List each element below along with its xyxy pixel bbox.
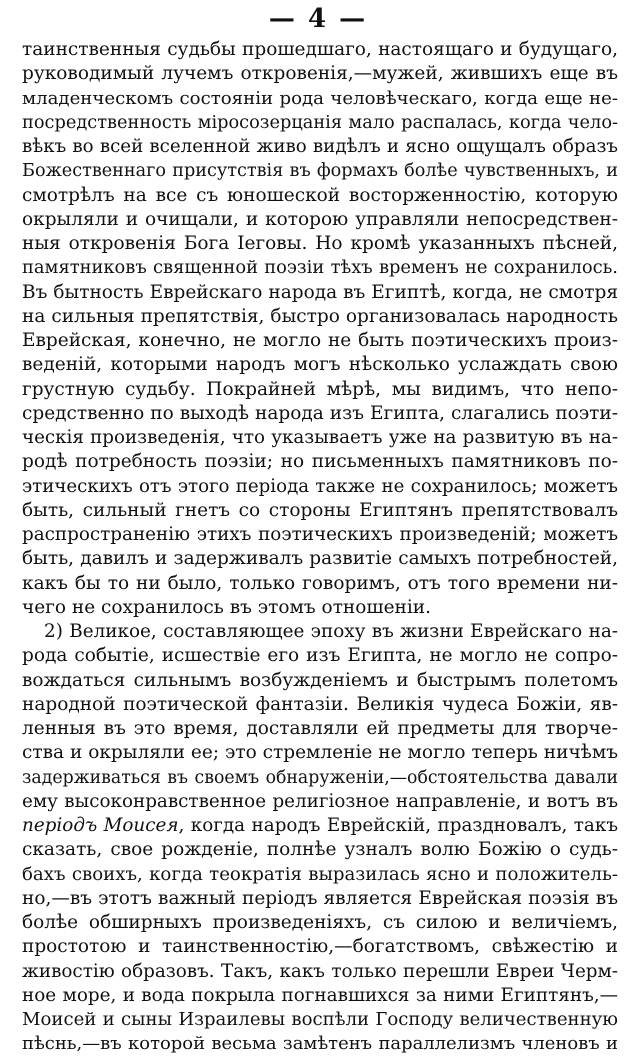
page-number: — 4 — — [268, 4, 368, 34]
text-line: быть, сильный гнетъ со стороны Египтянъ препятствовалъ — [22, 499, 618, 521]
text-line: живостію образовъ. Такъ, какъ только перешли Евреи Черм- — [22, 960, 618, 982]
text-line: ческія произведенія, что указываетъ уже на развитую въ на- — [22, 427, 618, 448]
text-line: вождаться сильнымъ возбужденіемъ и быстрымъ полетомъ — [22, 669, 618, 691]
text-line: этическихъ отъ этого періода также не сохранилось; можетъ — [22, 475, 618, 497]
text-line: руководимый лучемъ откровенія,—мужей, жившихъ еще въ — [22, 63, 618, 85]
text-line: народной поэтической фантазіи. Великія чудеса Божіи, яв- — [22, 693, 618, 715]
text-line: таинственныя судьбы прошедшаго, настоящаго и будущаго, — [22, 39, 618, 60]
text-line: какъ бы то ни было, только говоримъ, отъ того времени ни- — [22, 572, 618, 594]
text-line: родѣ потребность поэзіи; но письменныхъ памятниковъ по- — [22, 451, 618, 473]
text-run: , когда народъ Еврейскій, праздновалъ, такъ — [178, 815, 619, 836]
text-line: сказать, свое рожденіе, полнѣе узналъ волю Божію о судь- — [22, 839, 618, 861]
text-line: рода событіе, исшествіе его изъ Египта, не могло не сопро- — [22, 645, 618, 667]
text-line: задерживаться въ своемъ обнаруженіи,—обстоятельства давали — [22, 767, 618, 788]
text-line: распространенію этихъ поэтическихъ произведеній; можетъ — [22, 524, 618, 545]
text-line: средственно по выходѣ народа изъ Египта, слагались поэти- — [22, 402, 618, 424]
text-line: окрыляли и очищали, и которою управляли непосредствен- — [22, 208, 618, 230]
italic-phrase: періодъ Моисея — [22, 815, 179, 836]
text-line: на сильныя препятствія, быстро организовалась народность — [22, 305, 618, 327]
text-line: Моисей и сыны Израилевы воспѣли Господу величественную — [22, 1009, 618, 1030]
text-line: памятниковъ священной поэзіи тѣхъ временъ не сохранилось. — [22, 257, 618, 279]
text-line: ленныя въ это время, доставляли ей предметы для творче- — [22, 718, 618, 739]
text-line: Въ бытность Еврейскаго народа въ Египтѣ, когда, не смотря — [22, 281, 618, 303]
text-line: грустную судьбу. Покрайней мѣрѣ, мы видимъ, что непо- — [22, 378, 618, 400]
body-text — [22, 38, 618, 1057]
text-line: ное море, и вода покрыла погнавшихся за ними Египтянъ,— — [22, 984, 618, 1006]
text-line: чего не сохранилось въ этомъ отношеніи. — [22, 596, 432, 618]
text-line: ныя откровенія Бога Іеговы. Но кромѣ указанныхъ пѣсней, — [22, 233, 618, 254]
text-line: младенческомъ состояніи рода человѣческаго, когда еще не- — [22, 87, 618, 109]
text-line: но,—въ этотъ важный періодъ является Еврейская поэзія въ — [22, 887, 618, 909]
text-line: болѣе обширныхъ произведеніяхъ, съ силою и величіемъ, — [22, 912, 618, 933]
text-line: вѣкъ во всей вселенной живо видѣлъ и ясно ощущалъ образъ — [22, 136, 618, 157]
text-line: пѣснь,—въ которой весьма замѣтенъ параллелизмъ членовъ и — [22, 1033, 618, 1055]
text-line: быть, давилъ и задерживалъ развитіе самыхъ потребностей, — [22, 548, 618, 570]
text-line: веденій, которыми народъ могъ нѣсколько услаждать свою — [22, 354, 618, 376]
text-line: смотрѣлъ на все съ юношеской восторженностію, которую — [22, 184, 618, 206]
text-line: бахъ своихъ, когда теократія выразилась ясно и положитель- — [22, 863, 618, 885]
text-line-with-italic — [22, 814, 618, 838]
text-line: простотою и таинственностію,—богатствомъ, свѣжестію и — [22, 936, 618, 958]
text-line: посредственность міросозерцанія мало распалась, когда чело- — [22, 112, 618, 133]
text-line: 2) Великое, составляющее эпоху въ жизни Еврейскаго на- — [44, 621, 618, 642]
text-line: ства и окрыляли ее; это стремленіе не могло теперь ничѣмъ — [22, 742, 618, 764]
text-line: Божественнаго присутствія въ формахъ болѣе чувственныхъ, и — [22, 161, 618, 182]
text-line: Еврейская, конечно, не могло не быть поэтическихъ произ- — [22, 330, 618, 351]
text-line: ему высоконравственное религіозное направленіе, и вотъ въ — [22, 790, 618, 812]
